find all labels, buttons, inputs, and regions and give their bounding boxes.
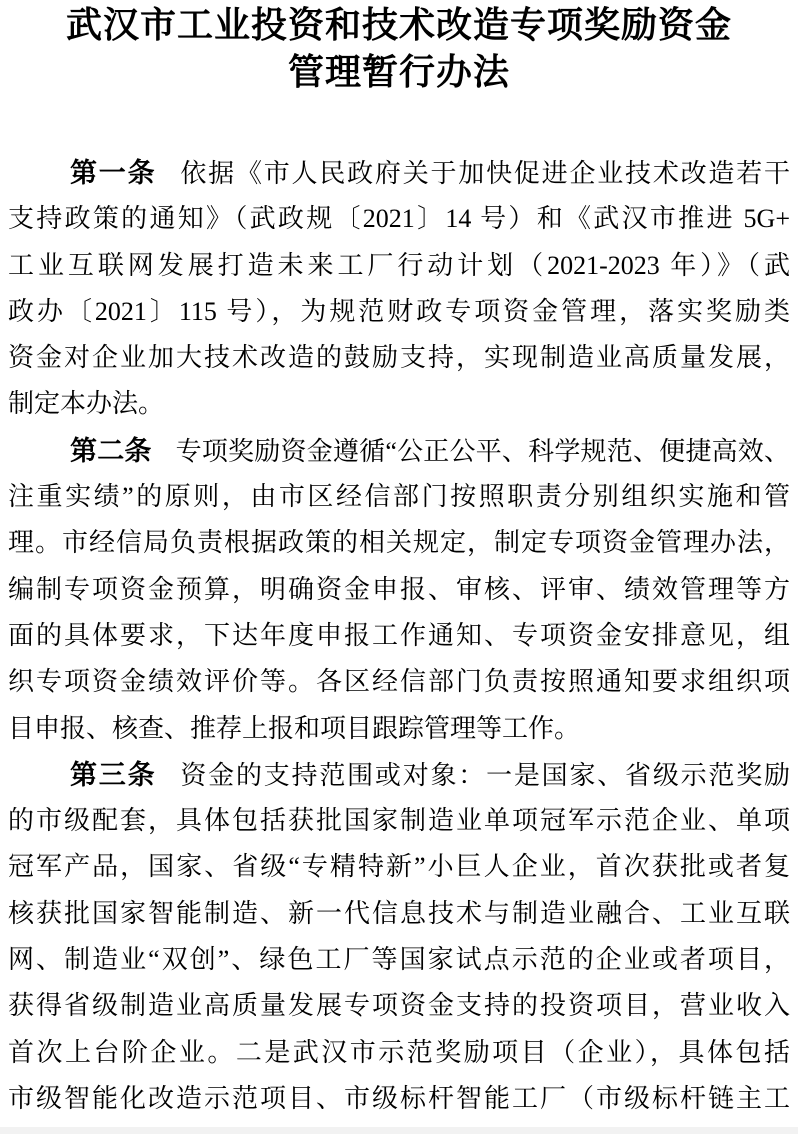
line-text: 依据《市人民政府关于加快促进企业技术改造若干 bbox=[180, 159, 790, 188]
text-line bbox=[8, 1076, 790, 1122]
document-title-line-2: 管理暂行办法 bbox=[287, 52, 510, 92]
line-text: 政办〔2021〕115 号），为规范财政专项资金管理，落实奖励类 bbox=[8, 296, 790, 326]
line-text: 首次上台阶企业。二是武汉市示范奖励项目（企业），具体包括 bbox=[8, 1037, 790, 1067]
line-text: 的市级配套，具体包括获批国家制造业单项冠军示范企业、单项 bbox=[8, 806, 790, 836]
line-text: 获得省级制造业高质量发展专项资金支持的投资项目，营业收入 bbox=[8, 991, 790, 1021]
text-line bbox=[8, 891, 790, 937]
text-line bbox=[8, 844, 790, 890]
text-line bbox=[8, 752, 790, 798]
text-line bbox=[8, 474, 790, 520]
paragraph bbox=[8, 150, 790, 428]
line-text: 冠军产品，国家、省级“专精特新”小巨人企业，首次获批或者复 bbox=[8, 852, 790, 882]
paragraph bbox=[8, 752, 790, 1122]
text-line bbox=[8, 196, 790, 242]
text-line bbox=[8, 659, 790, 705]
document-body bbox=[0, 150, 798, 1122]
line-text: 支持政策的通知》（武政规〔2021〕14 号）和《武汉市推进 5G+ bbox=[8, 204, 790, 234]
text-line bbox=[8, 520, 790, 566]
line-text: 注重实绩”的原则，由市区经信部门按照职责分别组织实施和管 bbox=[8, 482, 790, 512]
document-title bbox=[0, 0, 798, 96]
text-line bbox=[8, 983, 790, 1029]
clause-number-label: 第一条 bbox=[70, 158, 157, 188]
line-text: 目申报、核查、推荐上报和项目跟踪管理等工作。 bbox=[8, 713, 581, 743]
text-line bbox=[8, 335, 790, 381]
line-text: 工业互联网发展打造未来工厂行动计划（2021-2023 年）》（武 bbox=[8, 250, 790, 280]
text-line bbox=[8, 613, 790, 659]
clause-number-label: 第三条 bbox=[70, 759, 157, 790]
text-line bbox=[8, 937, 790, 983]
document-title-line-1: 武汉市工业投资和技术改造专项奖励资金 bbox=[65, 5, 732, 45]
text-line bbox=[8, 243, 790, 289]
line-text: 编制专项资金预算，明确资金申报、审核、评审、绩效管理等方 bbox=[8, 574, 790, 604]
text-line bbox=[8, 150, 790, 196]
line-text: 市级智能化改造示范项目、市级标杆智能工厂（市级标杆链主工 bbox=[8, 1083, 790, 1113]
line-text: 面的具体要求，下达年度申报工作通知、专项资金安排意见，组 bbox=[8, 620, 790, 650]
line-text: 专项奖励资金遵循“公正公平、科学规范、便捷高效、 bbox=[175, 436, 790, 466]
line-text: 资金对企业加大技术改造的鼓励支持，实现制造业高质量发展， bbox=[8, 343, 790, 373]
text-line bbox=[8, 289, 790, 335]
line-text: 织专项资金绩效评价等。各区经信部门负责按照通知要求组织项 bbox=[8, 667, 790, 697]
clause-number-label: 第二条 bbox=[70, 435, 152, 466]
line-text: 制定本办法。 bbox=[8, 389, 165, 419]
line-text: 核获批国家智能制造、新一代信息技术与制造业融合、工业互联 bbox=[8, 898, 790, 928]
text-line bbox=[8, 567, 790, 613]
line-text: 网、制造业“双创”、绿色工厂等国家试点示范的企业或者项目， bbox=[8, 945, 790, 975]
page-bottom-strip bbox=[0, 1127, 798, 1134]
text-line bbox=[8, 1030, 790, 1076]
text-line bbox=[8, 706, 790, 752]
line-text: 资金的支持范围或对象：一是国家、省级示范奖励 bbox=[180, 760, 790, 790]
paragraph bbox=[8, 428, 790, 752]
text-line bbox=[8, 798, 790, 844]
text-line bbox=[8, 381, 790, 427]
line-text: 理。市经信局负责根据政策的相关规定，制定专项资金管理办法， bbox=[8, 528, 790, 558]
text-line bbox=[8, 428, 790, 474]
